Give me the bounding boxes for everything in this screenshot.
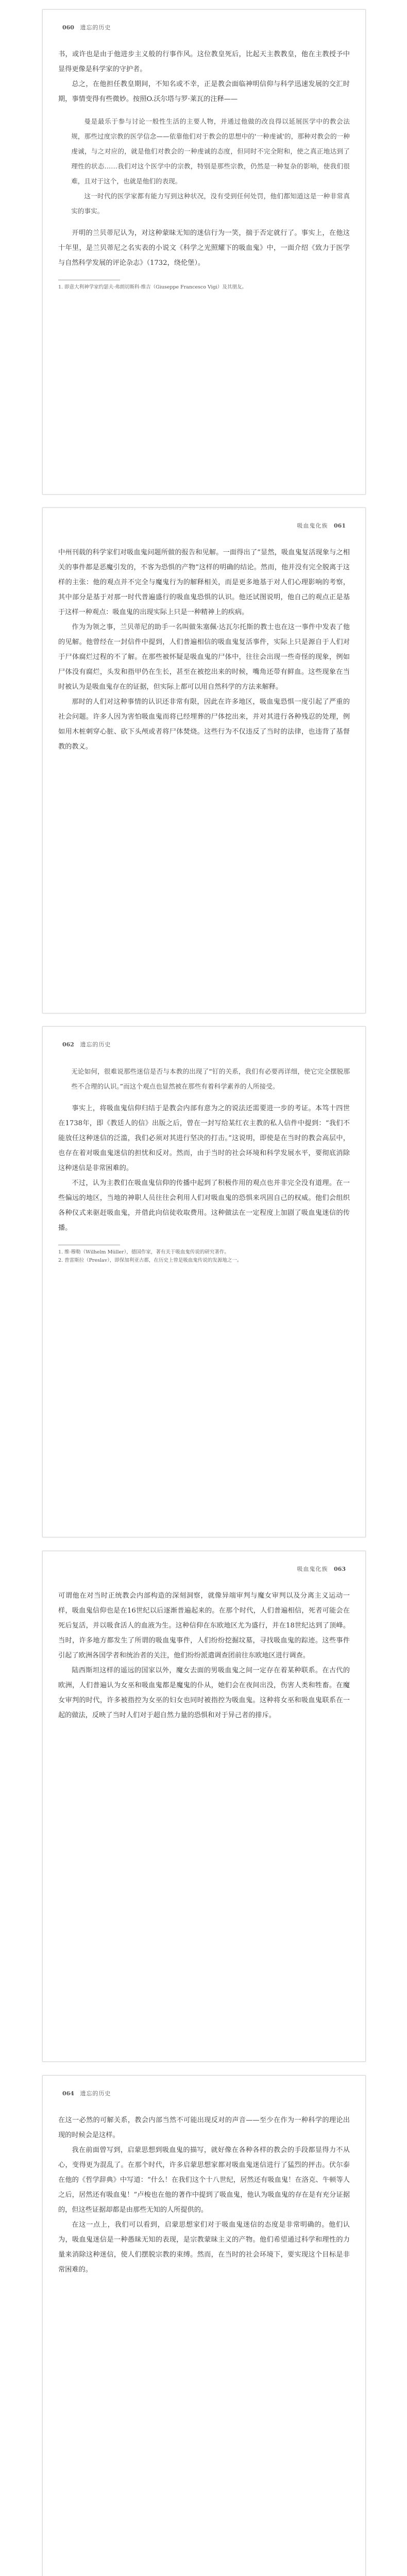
page-number: 060 <box>62 24 74 31</box>
running-head-title: 遗忘的历史 <box>80 1041 111 1048</box>
running-head-title: 吸血鬼化族 <box>297 1566 328 1572</box>
page-body <box>58 1064 350 1265</box>
quote-paragraph: 无论如何，很难说那些迷信是否与本教的出现了“钉的关系，我们有必要再详细，使它完全摆脱那些不合理的认识。”而这个观点也显然被在那些有着科学素养的人所接受。 <box>71 1067 350 1090</box>
running-head-title: 遗忘的历史 <box>80 24 111 31</box>
footnote: 2. 普雷斯拉（Preslav），即保加利亚古都，在历史上曾是吸血鬼传说的发源地之一。 <box>58 1258 242 1263</box>
paragraph: 事实上，将吸血鬼信仰归结于是教会内部有意为之的说法还需要进一步的考证。本笃十四世在1738年，即《教廷人的信》出版之后，曾在一封写给某红衣主教的私人信件中提到：“我们不能放任这种迷信的泛滥，我们必须对其进行坚决的打击。”这说明，即使是在当时的教会高层中，也存在着对吸血鬼迷信的担忧和反对。然而，由于当时的社会环境和科学发展水平，要彻底消除这种迷信是非常困难的。 <box>58 1105 350 1172</box>
paragraph: 陆西斯坦这样的遥远的国家以外，魔女去面的男吸血鬼之间一定存在着某种联系。在古代的欧洲，人们普遍认为女巫和吸血鬼都是魔鬼的仆从，她们会在夜间出没，伤害人类和牲畜。在魔女审判的时代，许多被指控为女巫的妇女也同时被指控为吸血鬼。这种将女巫和吸血鬼联系在一起的做法，反映了当时人们对于超自然力量的恐惧和对于异己者的排斥。 <box>58 1667 350 1719</box>
paragraph: 总之，在他担任教皇期间，不知名或不幸，正是教会面临神明信仰与科学迅速发展的交汇时期，事情变得有些微妙。按照O.沃尔塔与罗·莱瓦的注释—— <box>58 80 350 103</box>
page-body <box>58 47 350 292</box>
quote-paragraph: 这一时代的医学家都有能力写到这种状况，没有受到任何处罚，他们都知道这是一种非常真实的事实。 <box>71 192 350 215</box>
running-header <box>58 1040 111 1048</box>
block-quote <box>71 114 350 218</box>
footnote: 1. 维·穆勒（Wilhelm Müller），德国作家，著有关于吸血鬼传说的研究著作。 <box>58 1249 229 1255</box>
page-body <box>58 1588 350 1723</box>
paragraph: 可谓他在对当时正统教会内部构造的深刻洞察，就像异端审判与魔女审判以及分离主义运动一样，吸血鬼信仰也是在16世纪以后逐渐普遍起来的。在那个时代，人们普遍相信，死者可能会在死后复活，并以吸食活人的血液为生。这种信仰在东欧地区尤为盛行，并在18世纪达到了顶峰。当时，许多地方都发生了所谓的吸血鬼事件，人们纷纷挖掘坟墓，寻找吸血鬼的踪迹。这些事件引起了欧洲各国学者和统治者的关注，他们纷纷派遣调查团前往东欧地区进行调查。 <box>58 1592 350 1659</box>
page-body <box>58 545 350 754</box>
running-header <box>58 23 111 31</box>
book-page-063 <box>42 1551 366 2062</box>
paragraph: 不过，认为主教们在吸血鬼信仰的传播中起到了积极作用的观点也并非完全没有道理。在一些偏远的地区，当地的神职人员往往会利用人们对吸血鬼的恐惧来巩固自己的权威。他们会组织各种仪式来驱赶吸血鬼，并借此向信徒收取费用。这种做法在一定程度上加剧了吸血鬼迷信的传播。 <box>58 1179 350 1232</box>
running-head-title: 吸血鬼化族 <box>297 522 328 529</box>
page-number: 062 <box>62 1041 74 1048</box>
quote-paragraph: 曼是最乐于参与讨论一般性生活的主要人物，并通过他做的改良得以延展医学中的教会法规，那些过度宗教的医学信念——依靠他们对于教会的思想中的'一种虔诚'的，那种对教会的一种虔诚，与之对应的，就是他们对教会的一种虔诚的态度，但同时不完全附和，使之真正地达到了理性的状态……我们对这个医学中的宗教，特别是那些宗教，仍然是一种复杂的影响，使我们很难，且对于这个，也就是他们的表现。 <box>71 117 350 185</box>
book-page-064 <box>42 2075 366 2576</box>
paragraph: 作为为领之事，兰贝蒂尼的助手一名叫做朱塞佩·达瓦尔托斯的教士也在这一事件中发表了他的见解。他曾经在一封信件中提到，人们普遍相信的吸血鬼复活事件，实际上只是源自于人们对于尸体腐烂过程的不了解。在那些被怀疑是吸血鬼的尸体中，往往会出现一些奇怪的现象，例如尸体没有腐烂，头发和指甲仍在生长，甚至在被挖出来的时候，嘴角还带有鲜血。这些现象在当时被认为是吸血鬼存在的证据，但实际上都可以用自然科学的方法来解释。 <box>58 623 350 691</box>
paragraph: 在这一点上，我们可以看到，启蒙思想家们对于吸血鬼迷信的态度是非常明确的。他们认为，吸血鬼迷信是一种愚昧无知的表现，是宗教蒙昧主义的产物。他们希望通过科学和理性的力量来消除这种迷信，使人们摆脱宗教的束缚。然而，在当时的社会环境下，要实现这个目标是非常困难的。 <box>58 2221 350 2274</box>
block-quote <box>71 1064 350 1094</box>
paragraph: 那时的人们对这种事情的认识还非常有限，因此在许多地区，吸血鬼恐惧一度引起了严重的社会问题。许多人因为害怕吸血鬼而将已经埋葬的尸体挖出来，并对其进行各种残忍的处理，例如用木桩刺穿心脏、砍下头颅或者将尸体焚烧。这些行为不仅违反了当时的法律，也违背了基督教的教义。 <box>58 698 350 751</box>
paragraph: 书，或许也是由于他进步主义般的行事作风。这位教皇死后，比起天主教教皇，他在主教授予中显得更像是科学家的守护者。 <box>58 50 350 73</box>
paragraph: 中州刊载的科学家们对吸血鬼问题所做的报告和见解。一面得出了“显然，吸血鬼复活现象与之相关的事件都是恶魔引发的，不客为恐惧的产物”这样的明确的结论。然而，他并没有完全脱离于这样的主张：他的观点并不完全与魔鬼行为的解释相关，而是更多地基于对人们心理影响的考察，其中部分是基于对那一时代普遍盛行的吸血鬼恐惧的认识。他还试图说明，他自己的观点正是基于这样一种观点：吸血鬼的出现实际上只是一种精神上的疾病。 <box>58 549 350 616</box>
footnote: 1. 即意大利神学家约瑟夫·弗朗切斯科·维吉（Giuseppe Francesco Vigi）及其朋友。 <box>58 284 247 290</box>
running-header <box>297 521 350 530</box>
page-number: 064 <box>62 2090 74 2097</box>
running-head-title: 遗忘的历史 <box>80 2090 111 2097</box>
paragraph: 开明的兰贝蒂尼认为，对这种蒙昧无知的迷信行为一笑，揣于否定就行了。事实上，在他这十年里，是兰贝蒂尼之名实表的小说文《科学之光照耀下的吸血鬼》中，一面介绍《致力于医学与自然科学发展的评论杂志》（1732，绕伦堡）。 <box>58 229 350 267</box>
book-page-062 <box>42 1026 366 1537</box>
page-body <box>58 2113 350 2277</box>
running-header <box>58 2089 111 2097</box>
running-header <box>297 1565 350 1573</box>
book-page-061 <box>42 507 366 1013</box>
page-number: 063 <box>334 1566 346 1572</box>
book-page-060 <box>42 9 366 495</box>
paragraph: 我在前面曾写到，启蒙思想到吸血鬼的描写，就好像在各种各样的教会的手段都显得力不从心，变得更为混乱了。在那个时代，许多启蒙思想家都对吸血鬼迷信进行了猛烈的抨击。伏尔泰在他的《哲学辞典》中写道：“什么！在我们这个十八世纪，居然还有吸血鬼！在洛克、牛顿等人之后，居然还有吸血鬼！”卢梭也在他的著作中提到了吸血鬼，他认为吸血鬼的存在是有充分证据的，但这些证据却都是由那些无知的人所提供的。 <box>58 2146 350 2214</box>
paragraph: 在这一必然的可解关系，教会内部当然不可能出现反对的声音——至少在作为一种科学的理论出现的时候会是这样。 <box>58 2116 350 2139</box>
page-number: 061 <box>334 522 346 529</box>
